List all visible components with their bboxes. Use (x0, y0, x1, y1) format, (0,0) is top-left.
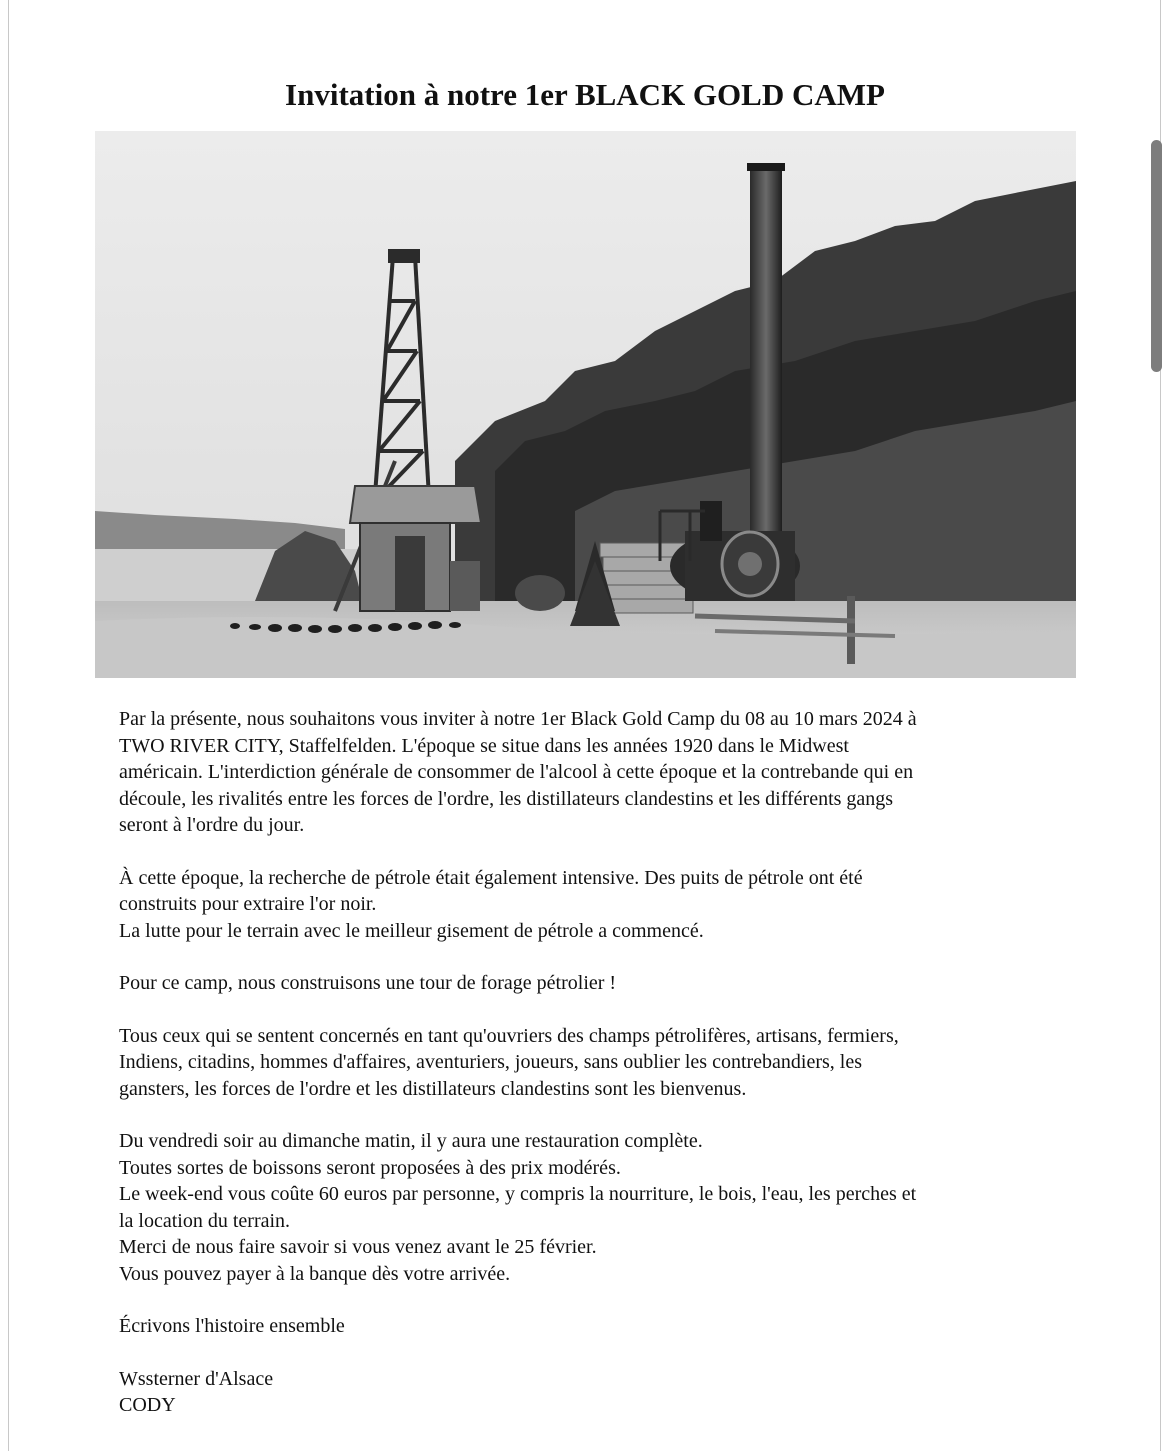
page-border-left (8, 0, 9, 1451)
document-title: Invitation à notre 1er BLACK GOLD CAMP (285, 77, 885, 112)
paragraph-derrick: Pour ce camp, nous construisons une tour de forage pétrolier ! (119, 972, 617, 994)
oil-derrick-photo (95, 131, 1076, 678)
paragraph-oil-search: À cette époque, la recherche de pétrole était également intensive. Des puits de pétrole ont été construits pour extraire l'or noir. La lutte pour le terrain avec le meilleur gisement de pétrole a commencé. (119, 866, 863, 942)
scrollbar-thumb[interactable] (1151, 140, 1162, 372)
paragraph-closing: Écrivons l'histoire ensemble (119, 1315, 345, 1337)
invitation-body (119, 706, 1064, 1445)
paragraph-intro: Par la présente, nous souhaitons vous inviter à notre 1er Black Gold Camp du 08 au 10 mars 2024 à TWO RIVER CITY, Staffelfelden. L'époque se situe dans les années 1920 dans le Midwest américain. L'interdiction générale de consommer de l'alcool à cette époque et la contrebande qui en découle, les rivalités entre les forces de l'ordre, les distillateurs clandestins et les différents gangs seront à l'ordre du jour. (119, 708, 917, 836)
signature: Wssterner d'Alsace CODY (119, 1367, 274, 1416)
paragraph-practical-info: Du vendredi soir au dimanche matin, il y aura une restauration complète. Toutes sortes de boissons seront proposées à des prix modérés. Le week-end vous coûte 60 euros par personne, y compris la nourriture, le bois, l'eau, les perches et la location du terrain. Merci de nous faire savoir si vous venez avant le 25 février. Vous pouvez payer à la banque dès votre arrivée. (119, 1130, 917, 1285)
paragraph-welcome: Tous ceux qui se sentent concernés en tant qu'ouvriers des champs pétrolifères, artisans, fermiers, Indiens, citadins, hommes d'affaires, aventuriers, joueurs, sans oublier les contrebandiers, les gansters, les forces de l'ordre et les distillateurs clandestins sont les bienvenus. (119, 1024, 899, 1100)
